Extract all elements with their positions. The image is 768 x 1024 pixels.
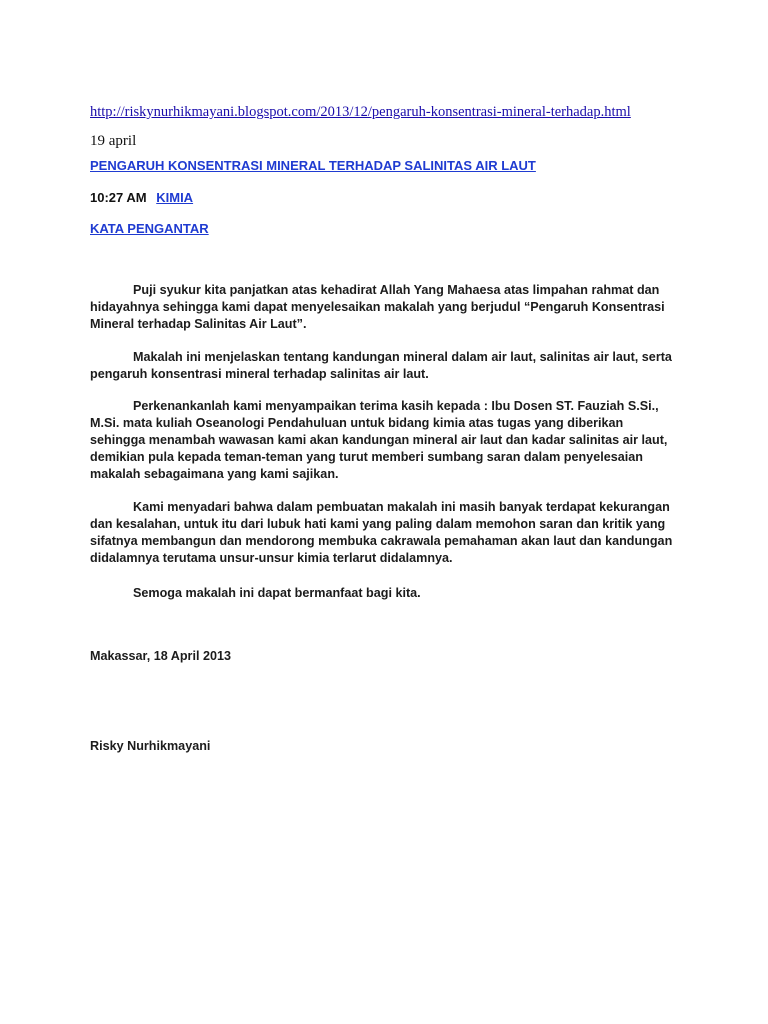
paragraph-5: Semoga makalah ini dapat bermanfaat bagi kita. [133,586,421,600]
paragraph-3: Perkenankanlah kami menyampaikan terima kasih kepada : Ibu Dosen ST. Fauziah S.Si., M.Si. mata kuliah Oseanologi Pendahuluan untuk bidang kimia atas tugas yang diberikan sehingga menambah wawasan kami akan kandungan mineral air laut dan kadar salinitas air laut, demikian pula kepada teman-teman yang turut memberi sumbang saran dalam penyelesaian makalah sebagaimana yang kami sajikan. [90,399,668,481]
paragraph-2: Makalah ini menjelaskan tentang kandungan mineral dalam air laut, salinitas air laut, serta pengaruh konsentrasi mineral terhadap salinitas air laut. [90,350,672,381]
paragraph-4: Kami menyadari bahwa dalam pembuatan makalah ini masih banyak terdapat kekurangan dan kesalahan, untuk itu dari lubuk hati kami yang paling dalam memohon saran dan kritik yang sifatnya membangun dan mendorong membuka cakrawala pemahaman akan laut dan kandungan didalamnya terutama unsur-unsur kimia terlarut didalamnya. [90,500,673,565]
post-meta [90,190,193,205]
paragraph-1: Puji syukur kita panjatkan atas kehadirat Allah Yang Mahaesa atas limpahan rahmat dan hidayahnya sehingga kami dapat menyelesaikan makalah yang berjudul “Pengaruh Konsentrasi Mineral terhadap Salinitas Air Laut”. [90,283,665,331]
author-name: Risky Nurhikmayani [90,739,211,753]
post-date: 19 april [90,133,137,149]
section-title-link[interactable]: KATA PENGANTAR [90,221,209,236]
category-link[interactable]: KIMIA [156,190,194,205]
closing-place-date: Makassar, 18 April 2013 [90,649,231,663]
post-time: 10:27 AM [90,190,147,205]
source-url-link[interactable]: http://riskynurhikmayani.blogspot.com/2013/12/pengaruh-konsentrasi-mineral-terhadap.html [90,104,631,120]
post-title-link[interactable]: PENGARUH KONSENTRASI MINERAL TERHADAP SALINITAS AIR LAUT [90,158,536,173]
